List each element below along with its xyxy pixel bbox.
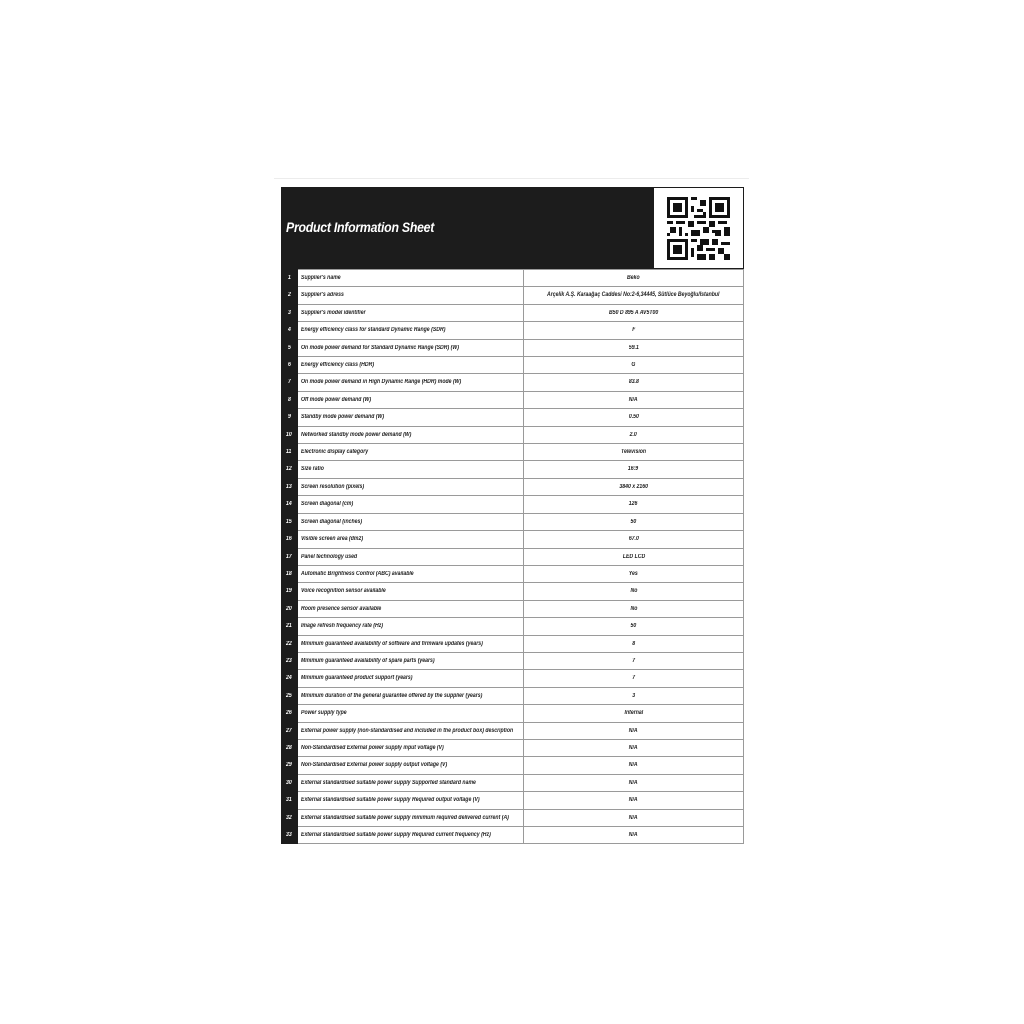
row-number <box>282 652 298 669</box>
row-label <box>298 548 524 565</box>
row-number <box>282 426 298 443</box>
row-value-text: 3840 x 2160 <box>619 483 648 490</box>
table-row <box>282 461 744 478</box>
row-value <box>524 652 744 669</box>
table-row <box>282 635 744 652</box>
row-number-text: 3 <box>287 309 291 316</box>
row-number-text: 22 <box>286 640 292 647</box>
row-value-text: N/A <box>629 832 638 838</box>
row-number <box>282 757 298 774</box>
product-information-table <box>281 269 744 844</box>
row-value-text: 7 <box>632 675 635 682</box>
row-number-text: 4 <box>287 327 291 334</box>
row-label <box>298 409 524 426</box>
row-value-text: 2.0 <box>629 431 638 438</box>
table-row <box>282 827 744 844</box>
row-value <box>524 426 744 443</box>
row-number <box>282 548 298 565</box>
row-label <box>298 304 524 321</box>
table-row <box>282 774 744 791</box>
row-value-text: N/A <box>629 762 638 769</box>
row-label <box>298 739 524 756</box>
table-row <box>282 565 744 582</box>
row-value-text: 126 <box>629 501 638 508</box>
row-value-text: No <box>630 588 637 595</box>
row-number <box>282 531 298 548</box>
top-divider <box>274 178 749 179</box>
row-value-text: 3 <box>632 692 635 699</box>
sheet-header <box>281 187 744 269</box>
row-number <box>282 409 298 426</box>
row-value <box>524 774 744 791</box>
row-number <box>282 270 298 287</box>
row-label <box>298 270 524 287</box>
row-value <box>524 444 744 461</box>
row-value-text: N/A <box>629 779 638 786</box>
row-label <box>298 565 524 582</box>
row-number <box>282 304 298 321</box>
row-number <box>282 792 298 809</box>
row-label-text: External standardised suitable power supply Required current frequency (Hz) <box>301 832 491 838</box>
row-value <box>524 513 744 530</box>
row-value <box>524 600 744 617</box>
row-label <box>298 391 524 408</box>
row-value-text: 50 <box>630 623 637 630</box>
row-number-text: 21 <box>286 623 292 630</box>
table-row <box>282 409 744 426</box>
row-number <box>282 287 298 304</box>
row-number-text: 18 <box>286 570 292 577</box>
table-row <box>282 322 744 339</box>
row-label-text: Power supply type <box>301 710 347 717</box>
row-label <box>298 618 524 635</box>
row-value <box>524 548 744 565</box>
row-number <box>282 461 298 478</box>
table-row <box>282 548 744 565</box>
row-value <box>524 287 744 304</box>
row-label-text: External standardised suitable power supply minimum required delivered current (A) <box>301 814 509 821</box>
row-number-text: 16 <box>286 536 292 543</box>
row-value <box>524 827 744 844</box>
row-value-text: N/A <box>629 744 638 751</box>
row-value <box>524 478 744 495</box>
sheet-title: Product Information Sheet <box>286 219 435 235</box>
row-value-text: N/A <box>629 727 638 734</box>
row-number-text: 29 <box>286 762 292 769</box>
row-number <box>282 391 298 408</box>
table-row <box>282 339 744 356</box>
qr-code <box>653 188 743 268</box>
row-number-text: 7 <box>287 379 291 386</box>
table-row <box>282 444 744 461</box>
row-value-text: No <box>630 605 637 612</box>
row-number <box>282 339 298 356</box>
row-value <box>524 270 744 287</box>
row-number-text: 12 <box>286 466 292 473</box>
table-row <box>282 270 744 287</box>
row-value-text: 0.50 <box>628 414 639 421</box>
table-row <box>282 513 744 530</box>
row-label-text: Electronic display category <box>301 449 369 456</box>
row-label-text: Screen resolution (pixels) <box>301 483 365 490</box>
row-label <box>298 583 524 600</box>
row-label-text: Screen diagonal (cm) <box>301 501 354 508</box>
row-label <box>298 322 524 339</box>
row-label-text: Panel technology used <box>301 553 358 560</box>
row-value <box>524 618 744 635</box>
row-value <box>524 739 744 756</box>
row-number-text: 8 <box>287 396 291 403</box>
row-number <box>282 739 298 756</box>
table-row <box>282 670 744 687</box>
row-label <box>298 687 524 704</box>
row-number <box>282 565 298 582</box>
row-value-text: 59.1 <box>628 344 639 351</box>
row-label-text: Minimum guaranteed availability of spare parts (years) <box>301 657 435 664</box>
row-value <box>524 531 744 548</box>
table-row <box>282 792 744 809</box>
row-label <box>298 478 524 495</box>
row-label <box>298 722 524 739</box>
row-label-text: Minimum guaranteed availability of software and firmware updates (years) <box>301 640 483 647</box>
row-label-text: Image refresh frequency rate (Hz) <box>301 623 384 630</box>
row-label-text: Supplier's model identifier <box>301 309 366 316</box>
row-value-text: Television <box>620 449 647 456</box>
row-number <box>282 827 298 844</box>
row-number <box>282 374 298 391</box>
row-label-text: Off mode power demand (W) <box>301 396 372 403</box>
row-value-text: N/A <box>629 396 638 403</box>
row-label <box>298 357 524 374</box>
row-label <box>298 670 524 687</box>
row-value <box>524 792 744 809</box>
row-number <box>282 322 298 339</box>
row-value <box>524 461 744 478</box>
row-label <box>298 600 524 617</box>
table-row <box>282 426 744 443</box>
row-value <box>524 304 744 321</box>
row-label <box>298 757 524 774</box>
row-label <box>298 652 524 669</box>
row-number <box>282 513 298 530</box>
row-number <box>282 444 298 461</box>
row-label-text: Automatic Brightness Control (ABC) available <box>301 570 414 577</box>
row-number-text: 31 <box>286 797 292 804</box>
row-number-text: 2 <box>287 292 291 299</box>
table-row <box>282 496 744 513</box>
row-number <box>282 635 298 652</box>
row-number-text: 17 <box>286 553 292 560</box>
row-label-text: External standardised suitable power supply Required output voltage (V) <box>301 797 480 804</box>
row-value-text: F <box>631 327 636 334</box>
row-label-text: Voice recognition sensor available <box>301 588 386 595</box>
row-label <box>298 287 524 304</box>
table-row <box>282 757 744 774</box>
row-value-text: LED LCD <box>622 553 645 560</box>
qr-code-icon <box>667 197 730 260</box>
row-number <box>282 618 298 635</box>
row-value-text: Beko <box>627 275 640 281</box>
table-row <box>282 705 744 722</box>
row-label <box>298 635 524 652</box>
table-row <box>282 618 744 635</box>
row-label-text: Energy efficiency class (HDR) <box>301 362 375 369</box>
row-label-text: On mode power demand in High Dynamic Range (HDR) mode (W) <box>301 379 462 386</box>
row-number-text: 5 <box>287 344 291 351</box>
table-row <box>282 357 744 374</box>
table-row <box>282 687 744 704</box>
row-number <box>282 670 298 687</box>
row-value-text: N/A <box>629 814 638 821</box>
row-number-text: 24 <box>286 675 292 682</box>
table-row <box>282 374 744 391</box>
row-number <box>282 600 298 617</box>
row-number-text: 32 <box>286 814 292 821</box>
row-value-text: 8 <box>632 640 635 647</box>
row-label-text: Screen diagonal (inches) <box>301 518 363 525</box>
row-number <box>282 357 298 374</box>
row-number-text: 26 <box>286 710 292 717</box>
row-label-text: Supplier's name <box>301 275 341 281</box>
row-value <box>524 705 744 722</box>
row-number-text: 33 <box>286 832 292 838</box>
row-value <box>524 391 744 408</box>
row-value-text: 50 <box>630 518 637 525</box>
row-value-text: 16:9 <box>628 466 639 473</box>
row-number <box>282 809 298 826</box>
row-value <box>524 722 744 739</box>
row-label <box>298 531 524 548</box>
table-row <box>282 722 744 739</box>
row-value-text: G <box>631 362 636 369</box>
row-number-text: 6 <box>287 362 291 369</box>
row-label-text: On mode power demand for Standard Dynamic Range (SDR) (W) <box>301 344 459 351</box>
row-value <box>524 809 744 826</box>
row-label-text: Non-Standardised External power supply output voltage (V) <box>301 762 448 769</box>
row-label-text: Energy efficiency class for standard Dynamic Range (SDR) <box>301 327 446 334</box>
row-value-text: 67.0 <box>628 536 639 543</box>
row-label-text: External standardised suitable power supply Supported standard name <box>301 779 476 786</box>
row-number-text: 30 <box>286 779 292 786</box>
row-value <box>524 635 744 652</box>
row-value-text: Arçelik A.Ş. Karaağaç Caddesi No:2-6,34445, Sütlüce Beyoğlu/İstanbul <box>547 292 720 299</box>
row-label <box>298 774 524 791</box>
row-number <box>282 705 298 722</box>
row-label-text: Room presence sensor available <box>301 605 382 612</box>
row-label-text: Non-Standardised External power supply input voltage (V) <box>301 744 444 751</box>
row-value <box>524 322 744 339</box>
row-number <box>282 722 298 739</box>
row-value <box>524 583 744 600</box>
table-row <box>282 287 744 304</box>
row-value <box>524 339 744 356</box>
row-label-text: Supplier's adress <box>301 292 344 299</box>
row-value <box>524 757 744 774</box>
row-number <box>282 478 298 495</box>
row-value <box>524 565 744 582</box>
row-label <box>298 426 524 443</box>
table-row <box>282 652 744 669</box>
table-row <box>282 391 744 408</box>
row-label-text: External power supply (non-standardised and included in the product box) description <box>301 727 514 734</box>
row-number-text: 25 <box>286 692 292 699</box>
row-value <box>524 687 744 704</box>
row-label <box>298 809 524 826</box>
table-row <box>282 531 744 548</box>
row-number <box>282 687 298 704</box>
row-label-text: Visible screen area (dm2) <box>301 536 364 543</box>
row-label <box>298 374 524 391</box>
row-value <box>524 374 744 391</box>
row-number-text: 28 <box>286 744 292 751</box>
table-row <box>282 809 744 826</box>
product-information-sheet <box>281 187 744 844</box>
row-label-text: Minimum guaranteed product support (years) <box>301 675 413 682</box>
table-row <box>282 478 744 495</box>
row-number-text: 1 <box>287 275 291 281</box>
row-label <box>298 792 524 809</box>
row-number-text: 15 <box>286 518 292 525</box>
row-label <box>298 461 524 478</box>
row-label <box>298 496 524 513</box>
row-number-text: 14 <box>286 501 292 508</box>
row-label-text: Standby mode power demand (W) <box>301 414 385 421</box>
row-label-text: Minimum duration of the general guarantee offered by the supplier (years) <box>301 692 483 699</box>
row-value-text: Yes <box>628 570 638 577</box>
table-row <box>282 739 744 756</box>
row-label <box>298 827 524 844</box>
row-label-text: Networked standby mode power demand (W) <box>301 431 412 438</box>
row-label <box>298 513 524 530</box>
row-number-text: 27 <box>286 727 292 734</box>
row-number-text: 11 <box>286 449 292 456</box>
row-value-text: 83.8 <box>628 379 639 386</box>
row-value-text: N/A <box>629 797 638 804</box>
row-number-text: 10 <box>286 431 292 438</box>
row-number <box>282 583 298 600</box>
row-label <box>298 339 524 356</box>
row-number <box>282 496 298 513</box>
row-value-text: Internal <box>624 710 643 717</box>
table-row <box>282 304 744 321</box>
row-number-text: 9 <box>287 414 291 421</box>
row-number-text: 20 <box>286 605 292 612</box>
row-number-text: 23 <box>286 657 292 664</box>
row-value <box>524 357 744 374</box>
row-label-text: Size ratio <box>301 466 324 473</box>
row-number-text: 13 <box>286 483 292 490</box>
row-label <box>298 444 524 461</box>
row-value-text: B50 D 895 A AV5T00 <box>608 309 659 316</box>
row-value <box>524 409 744 426</box>
row-value <box>524 670 744 687</box>
row-value <box>524 496 744 513</box>
row-label <box>298 705 524 722</box>
table-row <box>282 583 744 600</box>
table-row <box>282 600 744 617</box>
row-number <box>282 774 298 791</box>
row-value-text: 7 <box>632 657 635 664</box>
row-number-text: 19 <box>286 588 292 595</box>
